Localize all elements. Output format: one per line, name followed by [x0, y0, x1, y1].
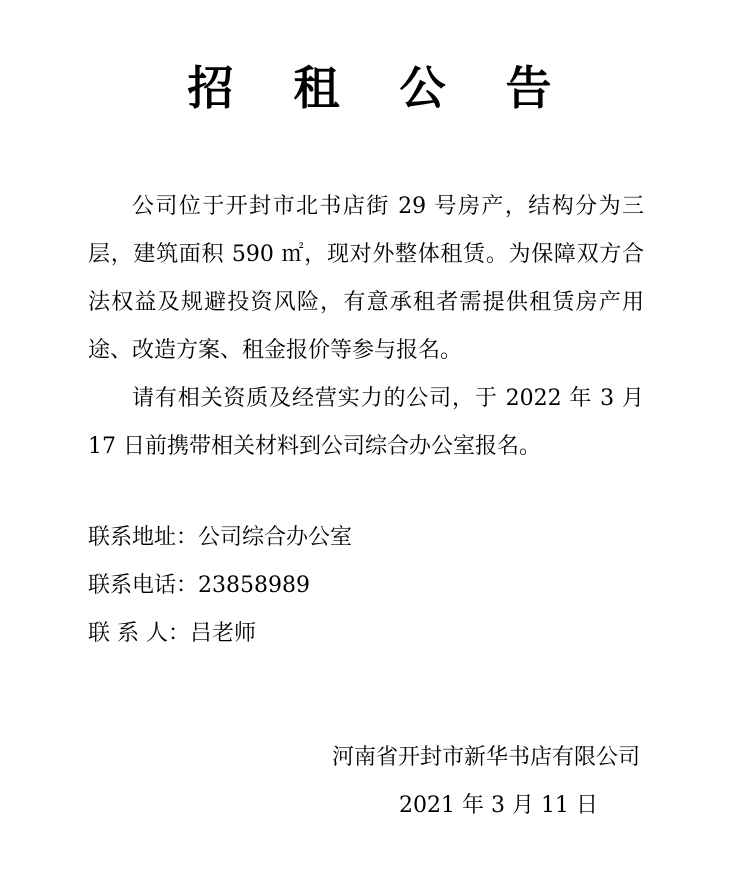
- contact-person: 联 系 人：吕老师: [88, 621, 256, 646]
- paragraph-property-info: 公司位于开封市北书店街 29 号房产，结构分为三层，建筑面积 590 ㎡，现对外整体租赁。为保障双方合法权益及规避投资风险，有意承租者需提供租赁房产用途、改造方案、租金报价等参与报名。: [88, 194, 644, 363]
- paragraph-registration: 请有相关资质及经营实力的公司，于 2022 年 3 月 17 日前携带相关材料到公司综合办公室报名。: [88, 386, 644, 459]
- signature-block: [300, 734, 640, 830]
- signature-date: 2021 年 3 月 11 日: [399, 793, 598, 818]
- document-title: 招 租 公 告: [187, 61, 574, 115]
- announcement-body: [88, 183, 644, 471]
- signature-company: 河南省开封市新华书店有限公司: [331, 745, 640, 770]
- contact-info: [88, 514, 644, 658]
- contact-phone: 联系电话：23858989: [88, 573, 310, 598]
- contact-address: 联系地址：公司综合办公室: [88, 525, 353, 550]
